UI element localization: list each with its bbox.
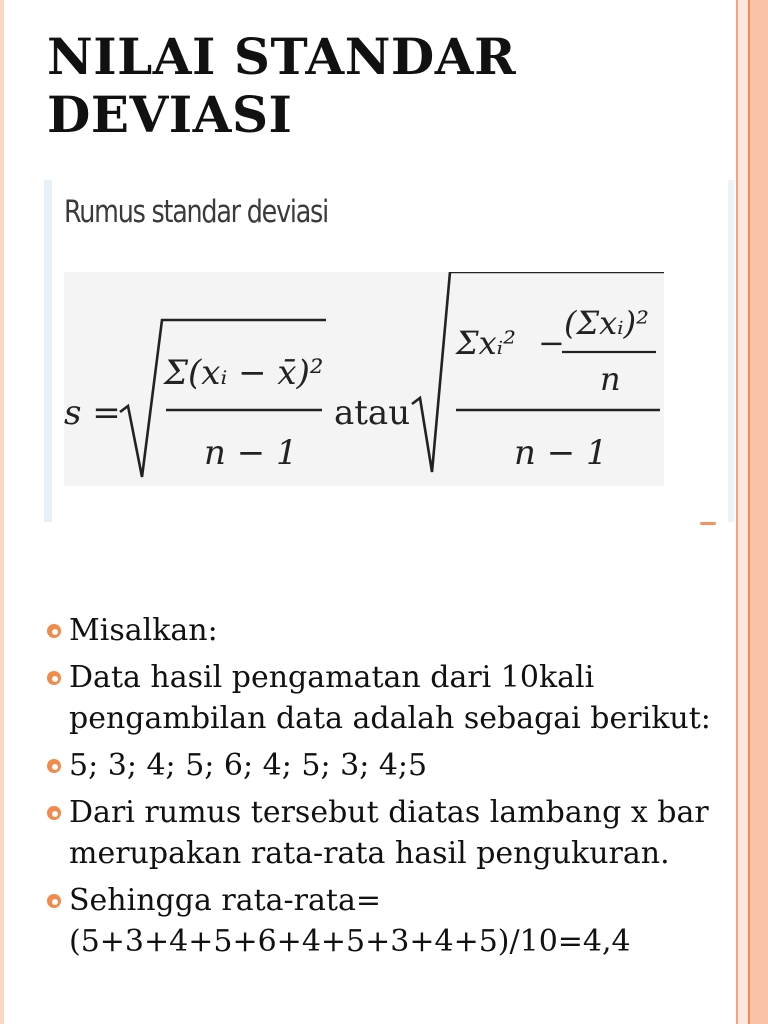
slide-title: NILAI STANDAR DEVIASI [47,27,517,144]
formula-caption: Rumus standar deviasi [64,194,328,230]
formula-lhs: s = [64,393,121,433]
bullet-icon [48,760,60,772]
orange-accent-mark [700,522,716,525]
formula-left-border [44,180,52,522]
second-numerator-a: Σxᵢ² [456,324,516,362]
standard-deviation-formula [64,272,664,486]
bullet-icon [48,895,60,907]
bullet-text: Sehingga rata-rata=(5+3+4+5+6+4+5+3+4+5)/10=4,4 [69,883,631,959]
bullet-icon [48,625,60,637]
list-item [46,610,726,651]
right-stripe-band [750,0,768,1024]
first-denominator: n − 1 [204,433,298,473]
left-edge-accent [0,0,4,1024]
list-item [46,792,726,874]
formula-panel [64,272,664,486]
second-denominator: n − 1 [514,433,608,473]
formula-connector: atau [334,393,411,433]
formula-right-border [728,180,734,522]
list-item [46,657,726,739]
minus-sign: − [538,324,565,362]
list-item [46,880,726,962]
bullet-icon [48,807,60,819]
formula-image [44,180,734,522]
bullet-text: Data hasil pengamatan dari 10kali pengambilan data adalah sebagai berikut: [69,660,711,736]
right-stripe-gap [738,0,748,1024]
second-numerator-b: (Σxᵢ)² [564,304,649,342]
bullet-text: Misalkan: [69,613,218,648]
bullet-text: 5; 3; 4; 5; 6; 4; 5; 3; 4;5 [69,748,428,783]
inner-denominator: n [600,360,621,398]
bullet-text: Dari rumus tersebut diatas lambang x bar merupakan rata-rata hasil pengukuran. [69,795,709,871]
bullet-list [46,610,726,968]
first-numerator: Σ(xᵢ − x̄)² [164,353,324,393]
list-item [46,745,726,786]
bullet-icon [48,672,60,684]
